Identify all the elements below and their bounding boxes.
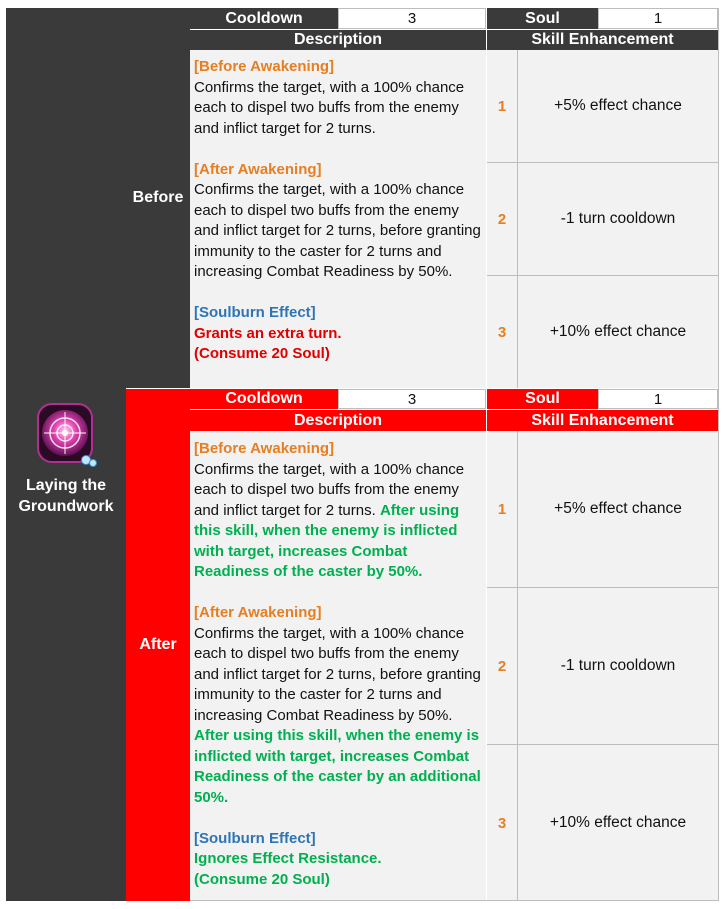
grid-divider (718, 8, 719, 901)
grid-divider (487, 587, 718, 588)
before-aa-text: Confirms the target, with a 100% chance each to dispel two buffs from the enemy and inflict target for 2 turns, before granting immunity to the caster for 2 turns and increasing Combat Readiness by 50%. (194, 181, 481, 280)
before-cooldown-label: Cooldown (190, 8, 338, 29)
after-enh-effect-3: +10% effect chance (518, 745, 718, 901)
skill-name-line2: Groundwork (18, 498, 114, 515)
before-soul-value: 1 (598, 8, 718, 29)
before-sb-line2: (Consume 20 Soul) (194, 345, 330, 362)
skill-name (6, 474, 126, 518)
before-ba-title: [Before Awakening] (194, 58, 335, 75)
before-enh-effect-3: +10% effect chance (518, 276, 718, 388)
target-rune-icon (36, 402, 98, 470)
after-enh-level-1: 1 (487, 431, 517, 587)
before-ba-text: Confirms the target, with a 100% chance each to dispel two buffs from the enemy and inflict target for 2 turns. (194, 78, 465, 137)
before-enh-level-1: 1 (487, 50, 517, 162)
before-label: Before (126, 8, 190, 388)
before-description-header: Description (190, 30, 486, 50)
before-description (190, 50, 486, 388)
before-aa-title: [After Awakening] (194, 160, 322, 178)
before-sb-title: [Soulburn Effect] (194, 304, 316, 321)
after-soul-label: Soul (487, 389, 598, 409)
after-description (190, 431, 486, 901)
before-enh-level-2: 2 (487, 163, 517, 275)
after-label: After (126, 389, 190, 901)
before-enh-level-3: 3 (487, 276, 517, 388)
grid-divider (190, 900, 719, 901)
skill-icon (36, 402, 98, 470)
before-enhancement-header: Skill Enhancement (487, 30, 718, 50)
grid-divider (517, 431, 518, 901)
after-enh-level-3: 3 (487, 745, 517, 901)
after-enh-level-2: 2 (487, 588, 517, 744)
after-ba-added: After using this skill, when the enemy is inflicted with target, increases Combat Readiness of the caster by 50%. (194, 501, 460, 580)
after-sb-title: [Soulburn Effect] (194, 829, 316, 847)
before-sb-line1: Grants an extra turn. (194, 324, 342, 342)
after-enh-effect-1: +5% effect chance (518, 431, 718, 587)
after-cooldown-label: Cooldown (190, 389, 338, 409)
before-enh-effect-1: +5% effect chance (518, 50, 718, 162)
before-soul-label: Soul (487, 8, 598, 29)
after-aa-title: [After Awakening] (194, 604, 322, 621)
after-aa-text: Confirms the target, with a 100% chance each to dispel two buffs from the enemy and inflict target for 2 turns, before granting immunity to the caster for 2 turns and increasing Combat Readiness by 50%. (194, 624, 481, 724)
after-enh-effect-2: -1 turn cooldown (518, 588, 718, 744)
skill-name-line1: Laying the (25, 477, 106, 494)
grid-divider (487, 162, 718, 163)
grid-divider (486, 8, 487, 901)
grid-divider (487, 744, 718, 745)
after-aa-added: After using this skill, when the enemy is inflicted with target, increases Combat Readiness of the caster by an additional 50%. (194, 727, 481, 806)
after-soul-value: 1 (598, 389, 718, 409)
after-ba-title: [Before Awakening] (194, 440, 335, 457)
after-enhancement-header: Skill Enhancement (487, 410, 718, 431)
after-sb-line1: Ignores Effect Resistance. (194, 850, 382, 867)
after-ba-text: Confirms the target, with a 100% chance each to dispel two buffs from the enemy and inflict target for 2 turns. (194, 460, 465, 519)
after-sb-line2: (Consume 20 Soul) (194, 870, 330, 888)
before-cooldown-value: 3 (338, 8, 486, 29)
after-cooldown-value: 3 (338, 389, 486, 409)
before-enh-effect-2: -1 turn cooldown (518, 163, 718, 275)
grid-divider (487, 275, 718, 276)
grid-divider (517, 50, 518, 388)
after-description-header: Description (190, 410, 486, 431)
